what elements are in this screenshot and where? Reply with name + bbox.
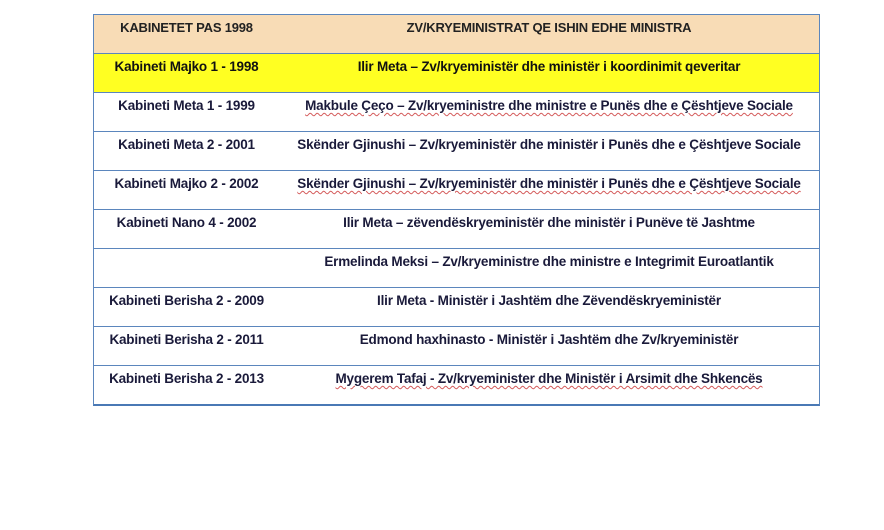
deputy-cell: Ilir Meta – zëvendëskryeministër dhe ministër i Punëve të Jashtme: [343, 215, 755, 230]
table-row: [94, 171, 819, 210]
table-row: [94, 366, 819, 404]
table-row: [94, 288, 819, 327]
table-row: [94, 327, 819, 366]
deputy-cell: Skënder Gjinushi – Zv/kryeministër dhe ministër i Punës dhe e Çështjeve Sociale: [297, 176, 801, 191]
cabinet-cell: Kabineti Majko 1 - 1998: [114, 59, 259, 74]
cabinet-cell: Kabineti Nano 4 - 2002: [116, 215, 257, 230]
cabinet-cell: Kabineti Berisha 2 - 2011: [109, 332, 264, 347]
header-deputy: ZV/KRYEMINISTRAT QE ISHIN EDHE MINISTRA: [406, 20, 692, 35]
deputy-cell: Skënder Gjinushi – Zv/kryeministër dhe ministër i Punës dhe e Çështjeve Sociale: [297, 137, 801, 152]
table-row: [94, 132, 819, 171]
table-row-highlighted: [94, 54, 819, 93]
table-header-row: [94, 15, 819, 54]
cabinet-cell: Kabineti Majko 2 - 2002: [114, 176, 259, 191]
cabinets-table: [93, 14, 820, 406]
deputy-cell: Ilir Meta – Zv/kryeministër dhe ministër i koordinimit qeveritar: [357, 59, 741, 74]
table-row: [94, 249, 819, 288]
deputy-cell: Ilir Meta - Ministër i Jashtëm dhe Zëvendëskryeministër: [377, 293, 721, 308]
header-cabinet: KABINETET PAS 1998: [120, 20, 253, 35]
cabinet-cell: Kabineti Meta 1 - 1999: [118, 98, 255, 113]
cabinet-cell: Kabineti Berisha 2 - 2013: [109, 371, 264, 386]
deputy-cell: Ermelinda Meksi – Zv/kryeministre dhe ministre e Integrimit Euroatlantik: [324, 254, 774, 269]
cabinet-cell: Kabineti Meta 2 - 2001: [118, 137, 255, 152]
cabinet-cell: [94, 249, 279, 287]
deputy-cell: Makbule Çeço – Zv/kryeministre dhe ministre e Punës dhe e Çështjeve Sociale: [305, 98, 793, 113]
table-row: [94, 93, 819, 132]
deputy-cell: Edmond haxhinasto - Ministër i Jashtëm dhe Zv/kryeministër: [359, 332, 739, 347]
table-row: [94, 210, 819, 249]
cabinet-cell: Kabineti Berisha 2 - 2009: [109, 293, 264, 308]
deputy-cell: Mygerem Tafaj - Zv/kryeminister dhe Ministër i Arsimit dhe Shkencës: [335, 371, 763, 386]
